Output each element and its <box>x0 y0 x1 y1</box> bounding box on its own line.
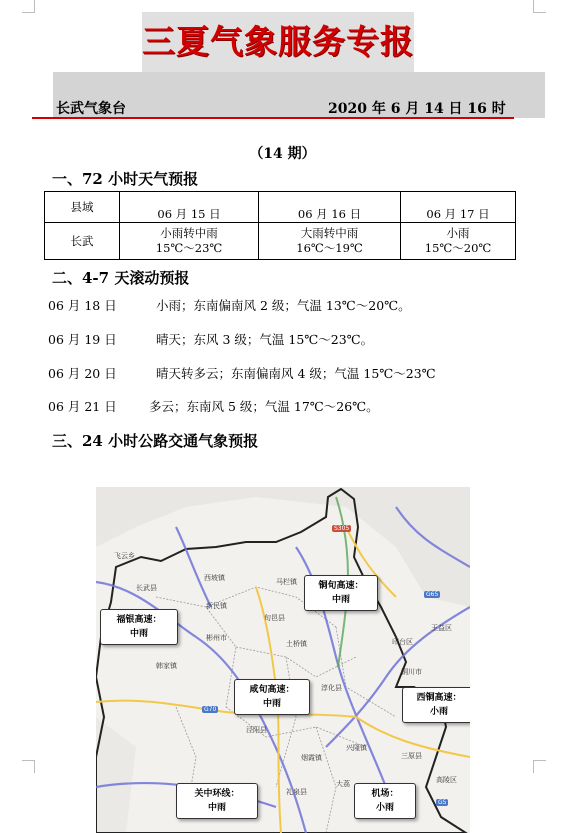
weather-text: 小雨 <box>446 226 470 240</box>
place-label: 高陵区 <box>436 776 457 784</box>
weather-text: 大雨转中雨 <box>300 226 359 240</box>
rolling-text: 小雨；东南偏南风 2 级；气温 13℃～20℃。 <box>156 298 411 313</box>
place-label: 王益区 <box>431 624 452 632</box>
place-label: 三原县 <box>401 752 422 760</box>
county-cell: 长武 <box>45 223 120 260</box>
crop-mark-top-left <box>22 0 35 13</box>
callout-weather: 中雨 <box>331 595 350 605</box>
place-label: 印台区 <box>392 638 413 646</box>
temp-text: 15℃～23℃ <box>155 241 223 255</box>
rolling-forecast-row <box>48 397 379 415</box>
issue-number: （14 期） <box>249 146 316 162</box>
callout-xianxun-expressway <box>234 679 310 715</box>
rolling-text: 多云；东南风 5 级；气温 17℃～26℃。 <box>149 399 379 414</box>
callout-guanzhong-ring <box>176 783 258 819</box>
rolling-forecast-row <box>48 330 373 348</box>
temp-text: 16℃～19℃ <box>296 241 363 255</box>
highway-shield: G5 <box>438 799 447 806</box>
place-label: 长武县 <box>136 584 157 592</box>
place-label: 泾阳县 <box>246 726 267 734</box>
callout-weather: 中雨 <box>207 803 226 813</box>
place-label: 韩家镇 <box>156 662 177 670</box>
forecast-cell <box>259 223 401 260</box>
red-divider <box>32 117 514 119</box>
highway-shield: G70 <box>204 706 217 713</box>
callout-fuyin-expressway <box>100 609 178 645</box>
crop-mark-bottom-right <box>533 760 546 773</box>
weather-text: 小雨转中雨 <box>160 226 218 240</box>
forecast-cell <box>120 223 259 260</box>
callout-weather: 小雨 <box>375 803 394 813</box>
section-traffic-heading: 三、24 小时公路交通气象预报 <box>52 432 259 450</box>
forecast-table <box>44 191 516 260</box>
date-cell: 06 月 15 日 <box>120 192 259 223</box>
place-label: 飞云乡 <box>114 552 135 560</box>
place-label: 淳化县 <box>321 684 342 692</box>
callout-xitong-expressway <box>402 687 470 723</box>
callout-road: 关中环线： <box>194 789 240 799</box>
temp-text: 15℃～20℃ <box>424 241 492 255</box>
highway-shield: G65 <box>426 591 439 598</box>
rolling-date: 06 月 21 日 <box>48 399 117 414</box>
place-label: 彬州市 <box>206 634 227 642</box>
report-title: 三夏气象服务专报 <box>142 22 414 61</box>
forecast-cell <box>401 223 516 260</box>
place-label: 大荔 <box>336 780 350 788</box>
rolling-text: 晴天；东风 3 级；气温 15℃～23℃。 <box>156 332 374 347</box>
place-label: 铜川市 <box>401 668 422 676</box>
station-name: 长武气象台 <box>56 101 126 117</box>
place-label: 旬邑县 <box>264 614 285 622</box>
place-label: 马栏镇 <box>276 578 297 586</box>
highway-shield: S305 <box>334 525 350 532</box>
crop-mark-top-right <box>533 0 546 13</box>
rolling-text: 晴天转多云；东南偏南风 4 级；气温 15℃～23℃ <box>156 366 436 381</box>
table-header-row <box>45 192 516 223</box>
table-row <box>45 223 516 260</box>
place-label: 土桥镇 <box>286 640 307 648</box>
callout-road: 西铜高速： <box>416 693 462 703</box>
section-72h-heading: 一、72 小时天气预报 <box>52 170 199 188</box>
place-label: 兴隆镇 <box>346 744 367 752</box>
callout-weather: 中雨 <box>262 699 281 709</box>
rolling-date: 06 月 20 日 <box>48 366 117 381</box>
place-label: 礼泉县 <box>286 788 307 796</box>
rolling-date: 06 月 19 日 <box>48 332 117 347</box>
map-graphic <box>96 487 470 833</box>
section-rolling-heading: 二、4-7 天滚动预报 <box>52 269 190 287</box>
rolling-date: 06 月 18 日 <box>48 298 117 313</box>
county-header-cell: 县域 <box>45 192 120 223</box>
callout-road: 咸旬高速： <box>249 685 295 695</box>
place-label: 西坡镇 <box>204 574 225 582</box>
rolling-forecast-row <box>48 364 436 382</box>
callout-weather: 中雨 <box>129 629 148 639</box>
issue-datetime: 2020 年 6 月 14 日 16 时 <box>328 101 506 117</box>
place-label: 新民镇 <box>206 602 227 610</box>
traffic-map <box>96 487 470 833</box>
date-cell: 06 月 16 日 <box>259 192 401 223</box>
callout-road: 机场： <box>371 789 399 799</box>
date-cell: 06 月 17 日 <box>401 192 516 223</box>
crop-mark-bottom-left <box>22 760 35 773</box>
callout-road: 铜旬高速： <box>318 581 364 591</box>
callout-road: 福银高速： <box>116 615 162 625</box>
callout-tongxun-expressway <box>304 575 378 611</box>
place-label: 烟霞镇 <box>301 754 322 762</box>
rolling-forecast-row <box>48 296 411 314</box>
callout-weather: 小雨 <box>429 707 448 717</box>
callout-airport <box>354 783 416 819</box>
